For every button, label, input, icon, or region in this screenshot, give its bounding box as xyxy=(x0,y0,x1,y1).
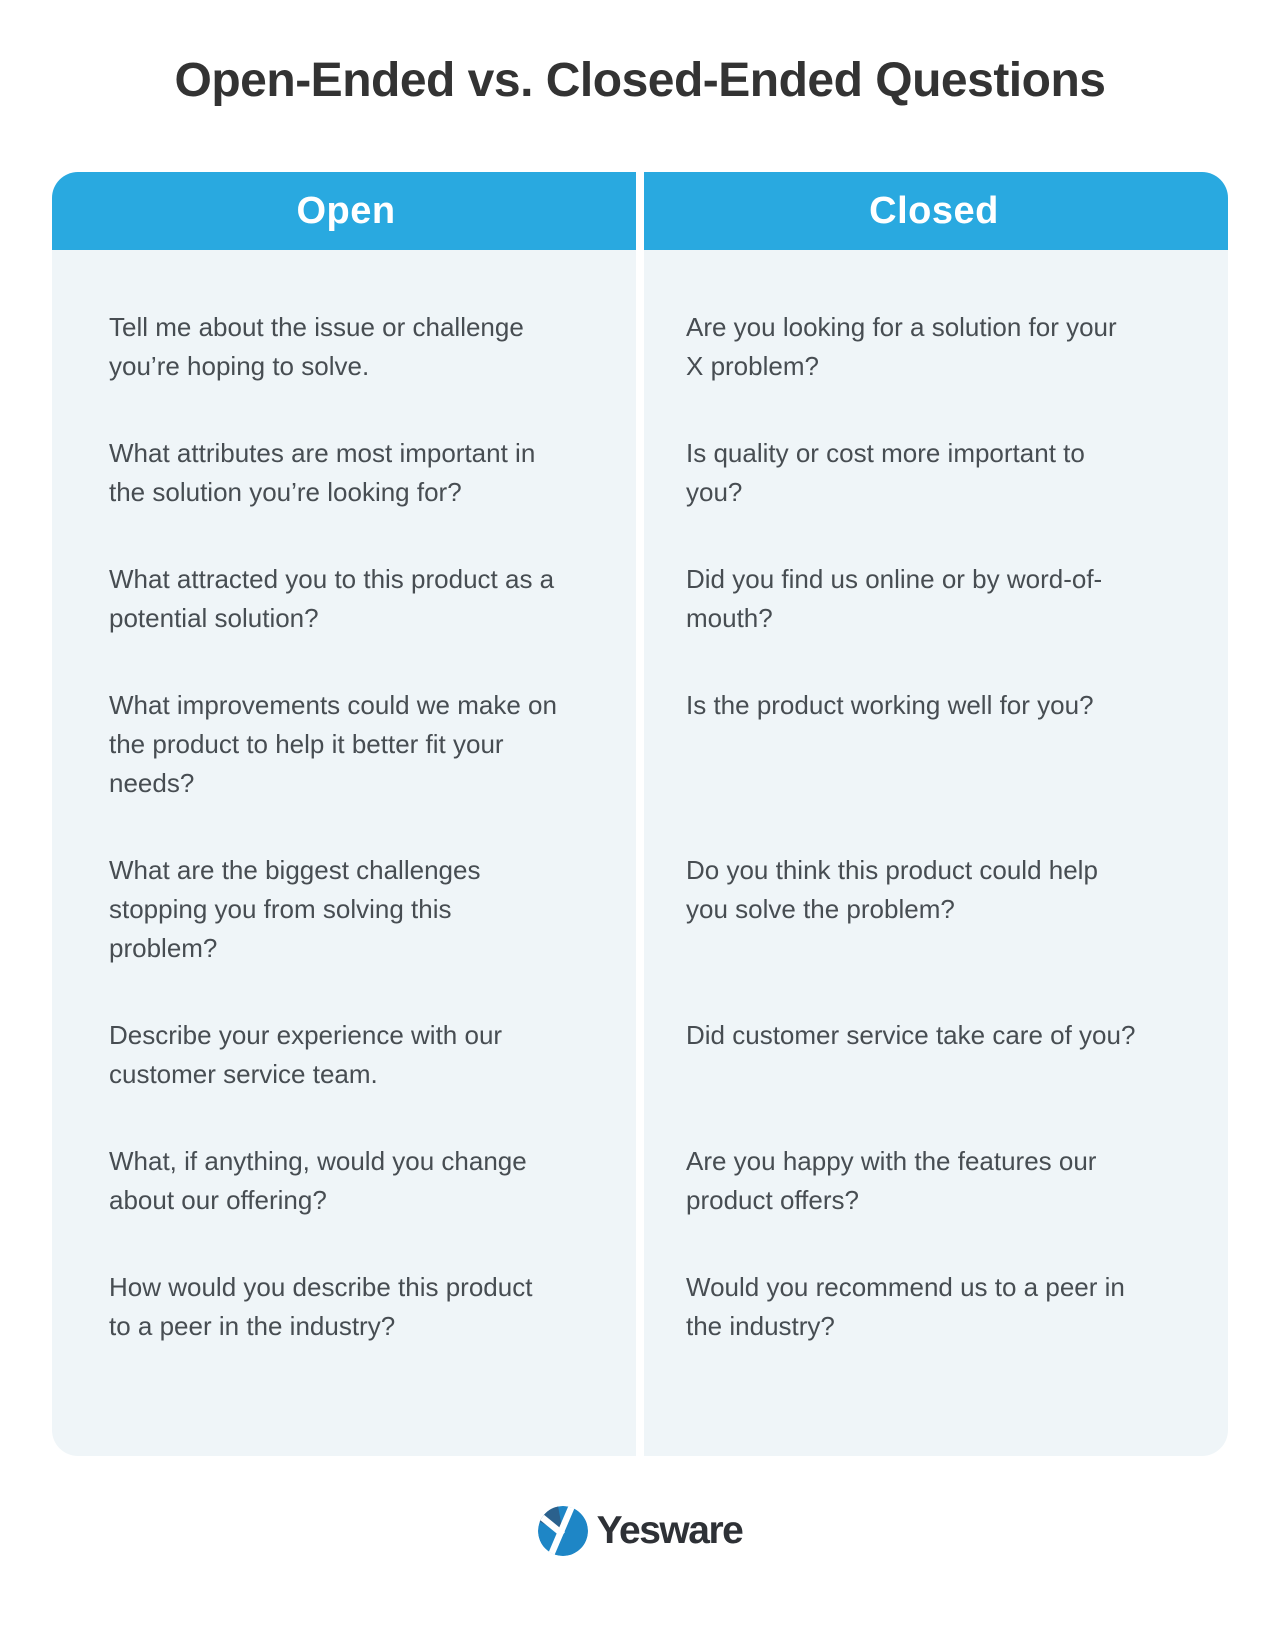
column-header-open: Open xyxy=(296,189,396,232)
question-open-8: How would you describe this product to a peer in the industry? xyxy=(109,1272,533,1341)
question-open-4: What improvements could we make on the product to help it better fit your needs? xyxy=(109,690,557,798)
yesware-y-mark-icon xyxy=(538,1506,588,1556)
question-open-6: Describe your experience with our customer service team. xyxy=(109,1020,503,1089)
question-closed-4: Is the product working well for you? xyxy=(686,690,1094,720)
column-header-closed: Closed xyxy=(869,189,999,232)
footer-logo xyxy=(0,1506,1280,1556)
question-open-1: Tell me about the issue or challenge you’re hoping to solve. xyxy=(109,312,524,381)
question-open-7: What, if anything, would you change about our offering? xyxy=(109,1146,527,1215)
question-closed-6: Did customer service take care of you? xyxy=(686,1020,1136,1050)
brand-wordmark: Yesware xyxy=(596,1509,743,1552)
question-closed-5: Do you think this product could help you solve the problem? xyxy=(686,855,1098,924)
page-title: Open-Ended vs. Closed-Ended Questions xyxy=(174,54,1106,107)
question-closed-3: Did you find us online or by word-of-mouth? xyxy=(686,564,1103,633)
question-open-3: What attracted you to this product as a potential solution? xyxy=(109,564,555,633)
question-closed-1: Are you looking for a solution for your X problem? xyxy=(686,312,1117,381)
question-closed-2: Is quality or cost more important to you? xyxy=(686,438,1085,507)
question-closed-7: Are you happy with the features our product offers? xyxy=(686,1146,1097,1215)
column-divider xyxy=(636,172,644,1456)
comparison-table xyxy=(52,172,1228,1456)
question-open-5: What are the biggest challenges stopping you from solving this problem? xyxy=(109,855,481,963)
question-open-2: What attributes are most important in the solution you’re looking for? xyxy=(109,438,536,507)
question-closed-8: Would you recommend us to a peer in the industry? xyxy=(686,1272,1125,1341)
